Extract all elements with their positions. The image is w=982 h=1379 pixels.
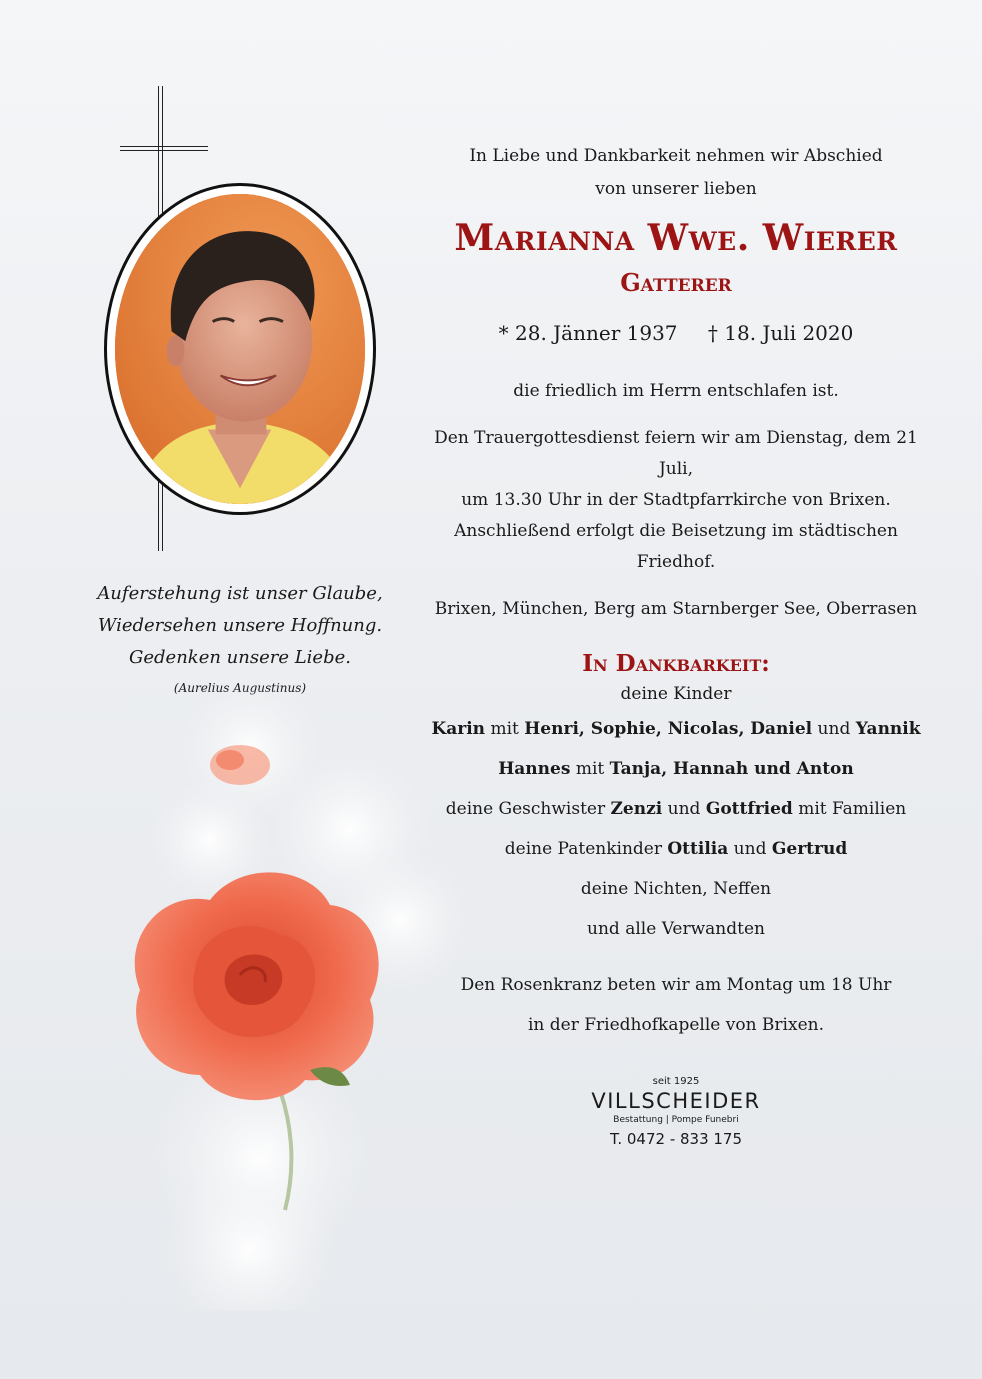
family-relatives: und alle Verwandten [587, 919, 765, 939]
main-text-column [420, 140, 932, 1151]
family-list [420, 679, 932, 949]
undertaker-phone: T. 0472 - 833 175 [609, 1130, 743, 1148]
quote-line: Gedenken unsere Liebe. [129, 647, 351, 668]
quote-line: Wiedersehen unsere Hoffnung. [97, 615, 383, 636]
funeral-line: Den Trauergottesdienst feiern wir am Dienstag, dem 21 Juli, [434, 428, 918, 479]
quote-source: (Aurelius Augustinus) [173, 681, 307, 695]
death-date: † 18. Juli 2020 [707, 321, 854, 345]
rosary-info [420, 965, 932, 1045]
deceased-name: Marianna Wwe. Wierer [454, 217, 898, 259]
birth-date: * 28. Jänner 1937 [498, 321, 678, 345]
memorial-quote [80, 578, 400, 698]
intro-line: In Liebe und Dankbarkeit nehmen wir Abschied [469, 146, 883, 166]
portrait-photo [115, 194, 365, 504]
family-line-2: Hannes mit Tanja, Hannah und Anton [498, 759, 854, 779]
funeral-line: um 13.30 Uhr in der Stadtpfarrkirche von Brixen. [461, 490, 891, 510]
quote-line: Auferstehung ist unser Glaube, [97, 583, 383, 604]
thanks-heading: In Dankbarkeit: [582, 650, 770, 677]
family-siblings: deine Geschwister Zenzi und Gottfried mit Familien [445, 799, 907, 819]
passing-text: die friedlich im Herrn entschlafen ist. [513, 381, 839, 401]
undertaker-logo [420, 1075, 932, 1151]
intro-line: von unserer lieben [595, 179, 757, 199]
cross-horizontal-bar [120, 146, 208, 151]
places: Brixen, München, Berg am Starnberger See, Oberrasen [434, 599, 918, 619]
rosary-line: in der Friedhofkapelle von Brixen. [527, 1015, 824, 1035]
family-godchildren: deine Patenkinder Ottilia und Gertrud [504, 839, 848, 859]
children-intro: deine Kinder [620, 684, 732, 704]
maiden-name: Gatterer [620, 268, 732, 297]
portrait-frame [104, 183, 376, 515]
rosary-line: Den Rosenkranz beten wir am Montag um 18 Uhr [460, 975, 892, 995]
life-dates [420, 318, 932, 348]
funeral-info [420, 423, 932, 578]
undertaker-since: seit 1925 [652, 1076, 700, 1087]
undertaker-subtitle: Bestattung | Pompe Funebri [613, 1115, 739, 1125]
family-line-1: Karin mit Henri, Sophie, Nicolas, Daniel und Yannik [431, 719, 921, 739]
funeral-line: Anschließend erfolgt die Beisetzung im städtischen Friedhof. [454, 521, 898, 572]
family-nieces: deine Nichten, Neffen [580, 879, 772, 899]
undertaker-name: VILLSCHEIDER [591, 1089, 761, 1113]
intro-text [420, 140, 932, 206]
